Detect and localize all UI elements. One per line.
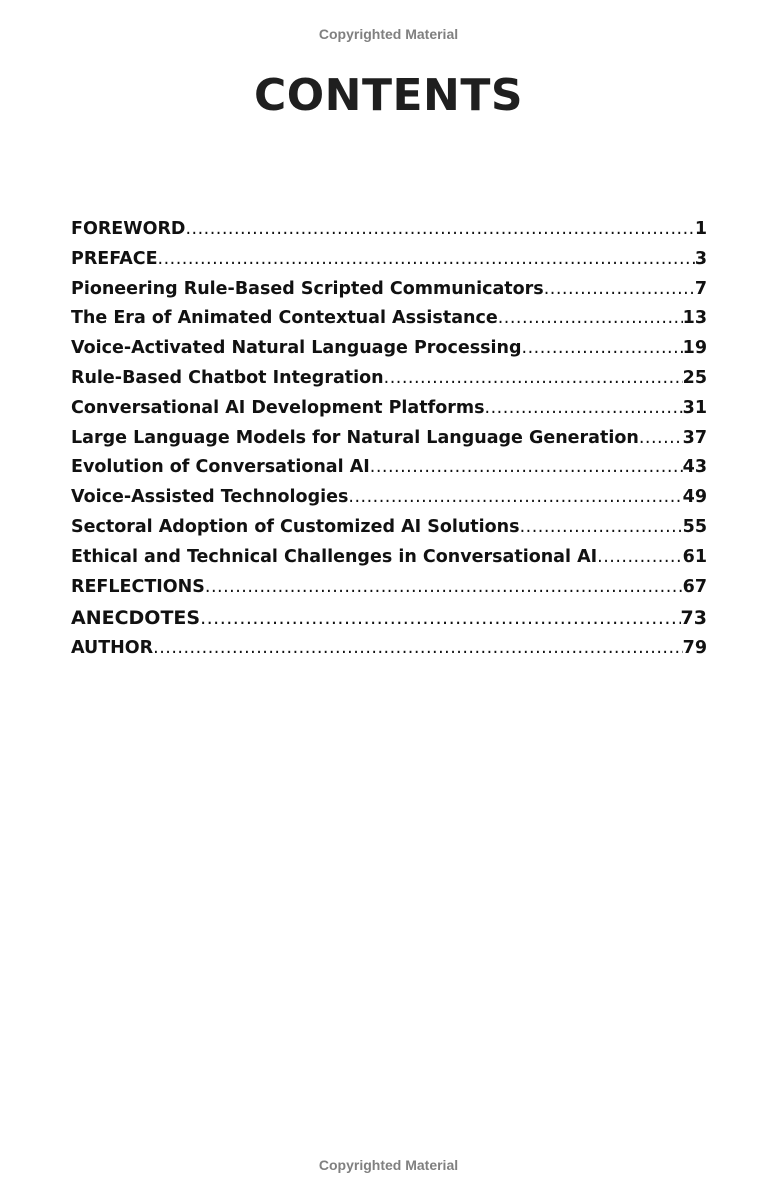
toc-dot-leader	[639, 428, 683, 448]
toc-entry[interactable]	[71, 517, 707, 547]
toc-entry-title: AUTHOR	[71, 638, 154, 659]
toc-entry-page: 3	[694, 248, 707, 269]
toc-entry-title: Voice-Assisted Technologies	[71, 487, 349, 508]
toc-entry-page: 43	[682, 457, 707, 478]
toc-entry-title: Pioneering Rule-Based Scripted Communicators	[71, 278, 544, 299]
toc-entry-page: 73	[680, 607, 707, 630]
toc-entry-page: 1	[694, 219, 707, 239]
toc-entry-page: 79	[682, 638, 707, 659]
toc-dot-leader	[153, 638, 682, 658]
toc-entry-title: REFLECTIONS	[71, 576, 205, 597]
toc-entry-page: 25	[682, 367, 707, 388]
toc-dot-leader	[544, 279, 695, 299]
toc-entry-title: Large Language Models for Natural Language Generation	[71, 427, 639, 448]
toc-entry-title: Sectoral Adoption of Customized AI Solutions	[71, 516, 520, 537]
toc-dot-leader	[485, 398, 683, 418]
toc-entry-title: Conversational AI Development Platforms	[71, 397, 485, 418]
footer-copyright: Copyrighted Material	[318, 1157, 459, 1173]
toc-entry-page: 37	[682, 427, 707, 448]
toc-entry-page: 55	[682, 516, 707, 537]
toc-dot-leader	[185, 219, 694, 239]
toc-entry-page: 49	[682, 487, 707, 508]
toc-entry[interactable]	[71, 308, 707, 338]
toc-entry[interactable]	[71, 457, 707, 487]
toc-dot-leader	[522, 338, 683, 358]
toc-entry[interactable]	[71, 279, 707, 309]
toc-entry-page: 31	[682, 397, 707, 418]
toc-entry-title: Rule-Based Chatbot Integration	[71, 367, 384, 388]
toc-entry-title: The Era of Animated Contextual Assistance	[71, 308, 498, 329]
toc-entry-title: Voice-Activated Natural Language Processing	[71, 338, 522, 359]
toc-dot-leader	[370, 457, 683, 477]
toc-dot-leader	[498, 308, 683, 328]
toc-entry-page: 67	[682, 576, 707, 597]
toc-dot-leader	[205, 577, 683, 597]
toc-entry-page: 61	[682, 546, 707, 567]
toc-entry[interactable]	[71, 398, 707, 428]
toc-entry[interactable]	[71, 638, 707, 668]
toc-dot-leader	[200, 607, 680, 629]
toc-entry-title: PREFACE	[71, 248, 158, 269]
toc-entry[interactable]	[71, 338, 707, 368]
toc-entry[interactable]	[71, 368, 707, 398]
toc-dot-leader	[158, 249, 695, 269]
toc-dot-leader	[597, 547, 683, 567]
toc-dot-leader	[384, 368, 683, 388]
toc-dot-leader	[520, 517, 683, 537]
toc-entry[interactable]	[71, 577, 707, 607]
toc-entry-page: 7	[694, 278, 707, 299]
table-of-contents	[71, 219, 707, 668]
toc-entry[interactable]	[71, 249, 707, 279]
toc-entry-page: 13	[682, 308, 707, 329]
toc-entry[interactable]	[71, 606, 707, 638]
page-title: CONTENTS	[253, 70, 524, 121]
header-copyright: Copyrighted Material	[318, 26, 459, 42]
toc-entry-title: Evolution of Conversational AI	[71, 457, 370, 478]
toc-entry[interactable]	[71, 219, 707, 249]
toc-entry-title: Ethical and Technical Challenges in Conversational AI	[71, 546, 598, 567]
toc-entry[interactable]	[71, 487, 707, 517]
toc-entry[interactable]	[71, 547, 707, 577]
toc-entry-title: ANECDOTES	[71, 607, 201, 630]
toc-dot-leader	[348, 487, 682, 507]
toc-entry-page: 19	[682, 338, 707, 359]
toc-entry[interactable]	[71, 428, 707, 458]
toc-entry-title: FOREWORD	[71, 219, 186, 239]
